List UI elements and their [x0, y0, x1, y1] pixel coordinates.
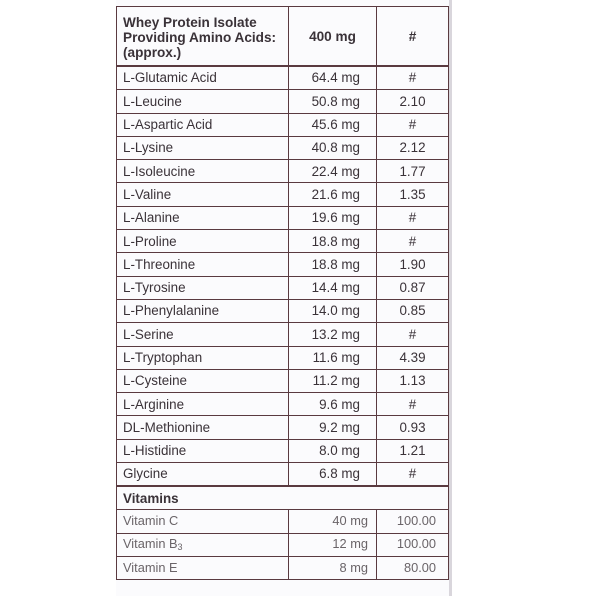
table-row — [117, 206, 449, 229]
table-row — [117, 369, 449, 392]
amino-acid-name: DL-Methionine — [117, 416, 289, 439]
amino-acid-percent: # — [377, 393, 449, 416]
vitamin-amount: 12 mg — [289, 533, 377, 556]
nutrition-table-body — [117, 7, 449, 580]
amino-acid-percent: 1.21 — [377, 439, 449, 462]
vitamin-name — [117, 533, 289, 556]
table-row — [117, 276, 449, 299]
amino-acid-amount: 14.4 mg — [289, 276, 377, 299]
table-row — [117, 556, 449, 579]
vitamin-amount: 8 mg — [289, 556, 377, 579]
amino-acid-percent: # — [377, 323, 449, 346]
amino-acid-percent: 0.85 — [377, 299, 449, 322]
amino-acid-name: L-Alanine — [117, 206, 289, 229]
table-row — [117, 439, 449, 462]
table-header-row — [117, 7, 449, 67]
amino-acid-name: L-Histidine — [117, 439, 289, 462]
amino-acid-percent: 1.77 — [377, 160, 449, 183]
header-name: Whey Protein Isolate Providing Amino Acids: (approx.) — [117, 7, 289, 67]
amino-acid-amount: 6.8 mg — [289, 463, 377, 487]
amino-acid-amount: 9.6 mg — [289, 393, 377, 416]
vitamins-section-row — [117, 486, 449, 510]
amino-acid-name: Glycine — [117, 463, 289, 487]
vitamin-percent: 80.00 — [377, 556, 449, 579]
amino-acid-amount: 14.0 mg — [289, 299, 377, 322]
amino-acid-amount: 18.8 mg — [289, 230, 377, 253]
amino-acid-amount: 19.6 mg — [289, 206, 377, 229]
amino-acid-percent: 2.12 — [377, 136, 449, 159]
amino-acid-name: L-Tryptophan — [117, 346, 289, 369]
table-row — [117, 323, 449, 346]
header-amount: 400 mg — [289, 7, 377, 67]
table-row — [117, 253, 449, 276]
amino-acid-amount: 9.2 mg — [289, 416, 377, 439]
table-row — [117, 533, 449, 556]
amino-acid-amount: 8.0 mg — [289, 439, 377, 462]
amino-acid-name: L-Threonine — [117, 253, 289, 276]
amino-acid-percent: # — [377, 66, 449, 90]
table-row — [117, 230, 449, 253]
amino-acid-percent: 4.39 — [377, 346, 449, 369]
amino-acid-percent: # — [377, 113, 449, 136]
amino-acid-percent: 2.10 — [377, 90, 449, 113]
table-row — [117, 183, 449, 206]
table-row — [117, 416, 449, 439]
amino-acid-name: L-Valine — [117, 183, 289, 206]
vitamin-name — [117, 556, 289, 579]
amino-acid-amount: 40.8 mg — [289, 136, 377, 159]
vitamin-name — [117, 510, 289, 533]
table-row — [117, 160, 449, 183]
amino-acid-name: L-Lysine — [117, 136, 289, 159]
vitamins-heading: Vitamins — [117, 486, 449, 510]
table-row — [117, 393, 449, 416]
amino-acid-amount: 21.6 mg — [289, 183, 377, 206]
vitamin-name-text: Vitamin E — [123, 559, 178, 575]
table-row — [117, 346, 449, 369]
amino-acid-percent: # — [377, 230, 449, 253]
amino-acid-amount: 11.2 mg — [289, 369, 377, 392]
amino-acid-percent: 1.35 — [377, 183, 449, 206]
amino-acid-amount: 11.6 mg — [289, 346, 377, 369]
amino-acid-name: L-Tyrosine — [117, 276, 289, 299]
amino-acid-percent: 0.87 — [377, 276, 449, 299]
amino-acid-amount: 45.6 mg — [289, 113, 377, 136]
vitamin-subscript: 3 — [177, 542, 183, 553]
amino-acid-percent: # — [377, 206, 449, 229]
amino-acid-name: L-Proline — [117, 230, 289, 253]
amino-acid-percent: 1.90 — [377, 253, 449, 276]
amino-acid-name: L-Cysteine — [117, 369, 289, 392]
amino-acid-amount: 18.8 mg — [289, 253, 377, 276]
amino-acid-percent: 0.93 — [377, 416, 449, 439]
amino-acid-name: L-Leucine — [117, 90, 289, 113]
amino-acid-name: L-Isoleucine — [117, 160, 289, 183]
nutrition-table — [116, 6, 449, 580]
amino-acid-amount: 13.2 mg — [289, 323, 377, 346]
amino-acid-name: L-Aspartic Acid — [117, 113, 289, 136]
amino-acid-name: L-Glutamic Acid — [117, 66, 289, 90]
table-row — [117, 299, 449, 322]
amino-acid-amount: 22.4 mg — [289, 160, 377, 183]
amino-acid-name: L-Phenylalanine — [117, 299, 289, 322]
table-row — [117, 90, 449, 113]
vitamin-name-text: Vitamin B — [123, 536, 178, 552]
table-row — [117, 510, 449, 533]
amino-acid-amount: 50.8 mg — [289, 90, 377, 113]
header-percent: # — [377, 7, 449, 67]
table-row — [117, 463, 449, 487]
vitamin-name-text: Vitamin C — [123, 513, 179, 529]
amino-acid-amount: 64.4 mg — [289, 66, 377, 90]
vitamin-percent: 100.00 — [377, 533, 449, 556]
amino-acid-percent: 1.13 — [377, 369, 449, 392]
amino-acid-name: L-Arginine — [117, 393, 289, 416]
amino-acid-percent: # — [377, 463, 449, 487]
amino-acid-name: L-Serine — [117, 323, 289, 346]
table-row — [117, 113, 449, 136]
vitamin-amount: 40 mg — [289, 510, 377, 533]
table-row — [117, 66, 449, 90]
table-row — [117, 136, 449, 159]
vitamin-percent: 100.00 — [377, 510, 449, 533]
